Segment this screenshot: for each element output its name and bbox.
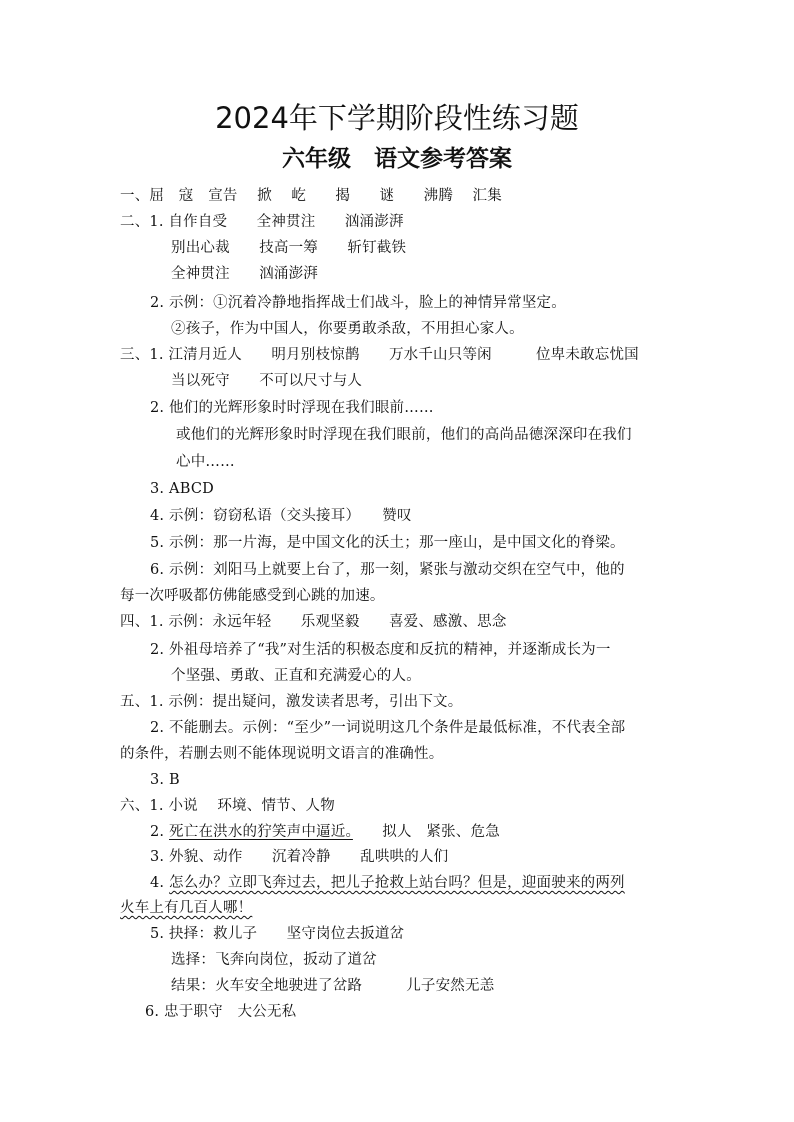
answer-line — [120, 898, 252, 918]
answer-text: 拟人 紧张、危急 — [352, 824, 500, 840]
answer-line: 2. 他们的光辉形象时时浮现在我们眼前…… — [150, 400, 434, 416]
answer-line: 2. 不能删去。示例：“至少”一词说明这几个条件是最低标准，不代表全部 — [150, 720, 626, 736]
answer-line: 5. 抉择：救儿子 坚守岗位去扳道岔 — [150, 926, 405, 942]
answer-line: 4. 示例：窃窃私语（交头接耳） 赞叹 — [150, 508, 412, 524]
answer-line: 选择：飞奔向岗位，扳动了道岔 — [171, 952, 377, 968]
answer-line: 四、1. 示例：永远年轻 乐观坚毅 喜爱、感激、思念 — [120, 614, 507, 630]
answer-line: 一、屈 寇 宣告 掀 屹 揭 谜 沸腾 汇集 — [120, 188, 502, 204]
underlined-sentence: 死亡在洪水的狞笑声中逼近。 — [169, 824, 353, 840]
answer-line: 6. 忠于职守 大公无私 — [145, 1004, 297, 1020]
answer-line: 或他们的光辉形象时时浮现在我们眼前，他们的高尚品德深深印在我们 — [176, 427, 632, 443]
answer-line: ②孩子，作为中国人，你要勇敢杀敌，不用担心家人。 — [171, 321, 524, 337]
answer-line: 二、1. 自作自受 全神贯注 汹涌澎湃 — [120, 214, 404, 230]
wavy-underlined-sentence: 怎么办？立即飞奔过去，把儿子抢救上站台吗？但是，迎面驶来的两列 — [169, 875, 625, 891]
answer-line: 别出心裁 技高一筹 斩钉截铁 — [171, 240, 407, 256]
answer-line: 2. 示例：①沉着冷静地指挥战士们战斗，脸上的神情异常坚定。 — [150, 295, 566, 311]
answer-line: 个坚强、勇敢、正直和充满爱心的人。 — [171, 668, 421, 684]
page-title: 2024年下学期阶段性练习题 — [215, 101, 579, 135]
answer-line: 6. 示例：刘阳马上就要上台了，那一刻，紧张与激动交织在空气中，他的 — [150, 562, 625, 578]
answer-line: 全神贯注 汹涌澎湃 — [171, 266, 318, 282]
answer-line — [150, 822, 500, 842]
answer-line: 每一次呼吸都仿佛能感受到心跳的加速。 — [120, 588, 385, 604]
answer-line: 3. ABCD — [150, 481, 214, 497]
page-subtitle: 六年级 语文参考答案 — [282, 145, 512, 172]
answer-line: 五、1. 示例：提出疑问，激发读者思考，引出下文。 — [120, 694, 463, 710]
answer-line: 当以死守 不可以尺寸与人 — [171, 373, 363, 389]
answer-line: 5. 示例：那一片海，是中国文化的沃土；那一座山，是中国文化的脊梁。 — [150, 535, 625, 551]
item-number: 2. — [150, 824, 170, 840]
item-number: 4. — [150, 875, 170, 891]
answer-line: 的条件，若删去则不能体现说明文语言的准确性。 — [120, 746, 444, 762]
answer-line: 2. 外祖母培养了“我”对生活的积极态度和反抗的精神，并逐渐成长为一 — [150, 642, 611, 658]
wavy-underlined-sentence: 火车上有几百人哪！ — [120, 900, 253, 916]
answer-line: 心中…… — [176, 454, 235, 470]
answer-line: 六、1. 小说 环境、情节、人物 — [120, 798, 335, 814]
answer-line: 3. 外貌、动作 沉着冷静 乱哄哄的人们 — [150, 849, 449, 865]
answer-line: 三、1. 江清月近人 明月别枝惊鹊 万水千山只等闲 位卑未敢忘忧国 — [120, 347, 639, 363]
answer-line: 结果：火车安全地驶进了岔路 儿子安然无恙 — [171, 978, 495, 994]
answer-line — [150, 873, 625, 893]
answer-line: 3. B — [150, 772, 180, 788]
